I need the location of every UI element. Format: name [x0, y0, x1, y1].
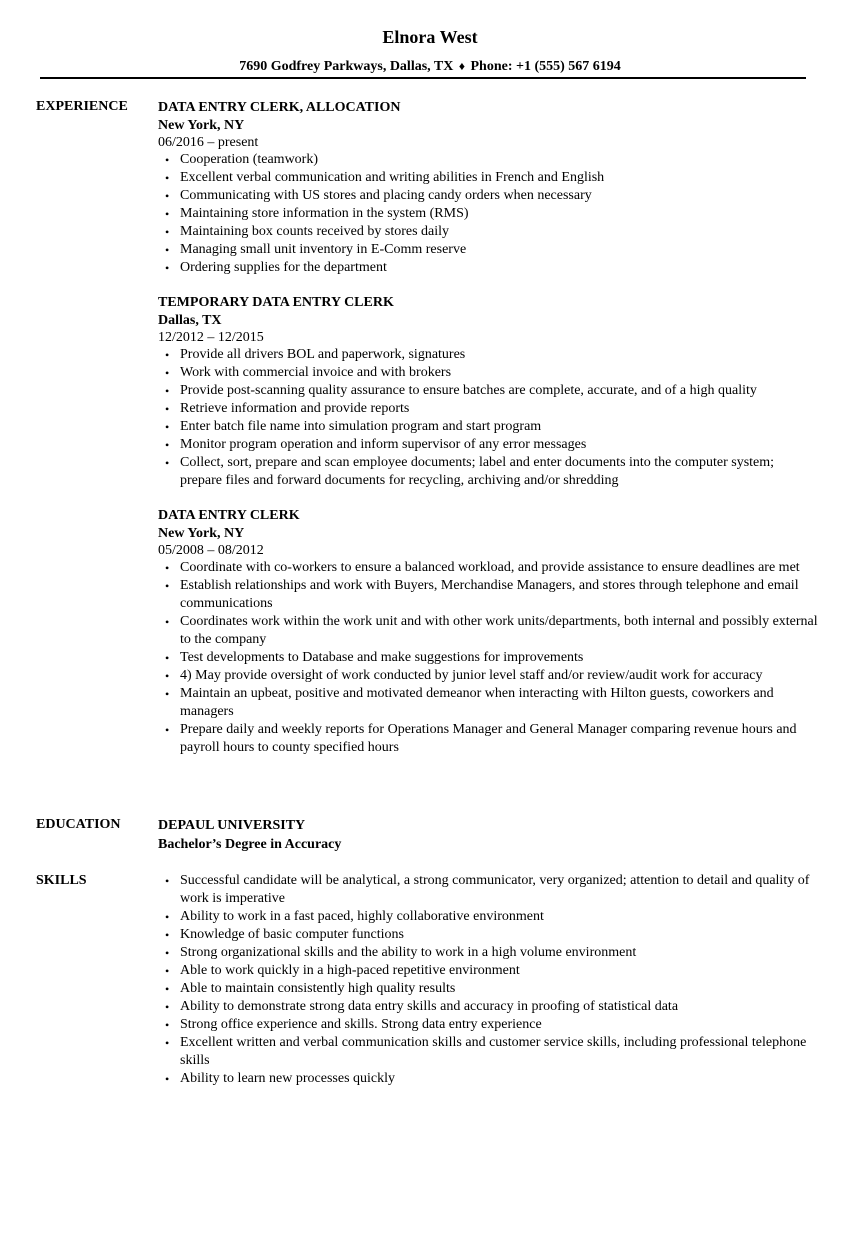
bullet-icon: •: [165, 946, 170, 960]
job-title: DATA ENTRY CLERK: [158, 508, 300, 523]
section-label-skills: SKILLS: [36, 873, 87, 888]
job-entry: [158, 506, 818, 757]
bullet-item: [158, 364, 818, 382]
bullet-icon: •: [165, 402, 170, 416]
job-entry: [158, 293, 818, 490]
bullet-text: Coordinate with co-workers to ensure a balanced workload, and provide assistance to ensure deadlines are met: [180, 560, 800, 575]
job-location: New York, NY: [158, 118, 245, 133]
bullet-item: [158, 241, 818, 259]
bullet-item: [158, 418, 818, 436]
bullet-icon: •: [165, 910, 170, 924]
resume-header: [0, 26, 860, 76]
bullet-item: [158, 944, 818, 962]
bullet-text: Provide all drivers BOL and paperwork, signatures: [180, 347, 466, 362]
bullet-text: Excellent verbal communication and writing abilities in French and English: [180, 170, 605, 185]
bullet-text: Establish relationships and work with Buyers, Merchandise Managers, and stores through telephone and email communications: [180, 578, 799, 611]
bullet-text: Managing small unit inventory in E-Comm reserve: [180, 242, 467, 257]
bullet-item: [158, 187, 818, 205]
bullet-item: [158, 872, 818, 908]
bullet-item: [158, 980, 818, 998]
bullet-item: [158, 962, 818, 980]
bullet-item: [158, 382, 818, 400]
bullet-item: [158, 613, 818, 649]
bullet-icon: •: [165, 579, 170, 593]
address: 7690 Godfrey Parkways, Dallas, TX: [239, 59, 454, 74]
bullet-text: Strong organizational skills and the ability to work in a high volume environment: [180, 945, 637, 960]
bullet-item: [158, 346, 818, 364]
bullet-item: [158, 908, 818, 926]
bullet-text: Able to work quickly in a high-paced repetitive environment: [180, 963, 520, 978]
bullet-icon: •: [165, 171, 170, 185]
bullet-item: [158, 205, 818, 223]
bullet-icon: •: [165, 1036, 170, 1050]
bullet-text: Ability to learn new processes quickly: [180, 1071, 396, 1086]
bullet-icon: •: [165, 982, 170, 996]
bullet-icon: •: [165, 384, 170, 398]
skills-list: [158, 872, 818, 1088]
job-bullets: [158, 559, 818, 757]
bullet-item: [158, 259, 818, 277]
bullet-item: [158, 223, 818, 241]
bullet-text: Test developments to Database and make suggestions for improvements: [180, 650, 584, 665]
job-location: New York, NY: [158, 526, 245, 541]
bullet-icon: •: [165, 928, 170, 942]
bullet-text: Ordering supplies for the department: [180, 260, 387, 275]
bullet-icon: •: [165, 261, 170, 275]
bullet-text: Successful candidate will be analytical, a strong communicator, very organized; attention to detail and quality of work is imperative: [180, 873, 810, 906]
bullet-item: [158, 1034, 818, 1070]
bullet-icon: •: [165, 723, 170, 737]
bullet-icon: •: [165, 225, 170, 239]
bullet-text: Prepare daily and weekly reports for Operations Manager and General Manager comparing revenue hours and payroll hours to county specified hours: [180, 722, 797, 755]
bullet-item: [158, 1016, 818, 1034]
job-entry: [158, 98, 818, 277]
bullet-text: Collect, sort, prepare and scan employee documents; label and enter documents into the computer system; prepare files and forward documents for recycling, archiving and/or shredding: [180, 455, 775, 488]
bullet-icon: •: [165, 456, 170, 470]
bullet-icon: •: [165, 243, 170, 257]
job-dates: 12/2012 – 12/2015: [158, 330, 264, 345]
bullet-icon: •: [165, 669, 170, 683]
bullet-icon: •: [165, 964, 170, 978]
section-label-education: EDUCATION: [36, 817, 121, 832]
bullet-text: Monitor program operation and inform supervisor of any error messages: [180, 437, 587, 452]
job-title: TEMPORARY DATA ENTRY CLERK: [158, 295, 394, 310]
bullet-text: Coordinates work within the work unit and with other work units/departments, both internal and possibly external to the company: [180, 614, 818, 647]
bullet-text: Maintain an upbeat, positive and motivated demeanor when interacting with Hilton guests, coworkers and managers: [180, 686, 774, 719]
bullet-icon: •: [165, 366, 170, 380]
bullet-icon: •: [165, 651, 170, 665]
bullet-text: Provide post-scanning quality assurance to ensure batches are complete, accurate, and of a high quality: [180, 383, 757, 398]
bullet-icon: •: [165, 1000, 170, 1014]
contact-line: [0, 57, 860, 76]
job-bullets: [158, 151, 818, 277]
bullet-text: Cooperation (teamwork): [180, 152, 319, 167]
bullet-item: [158, 169, 818, 187]
degree: Bachelor’s Degree in Accuracy: [158, 837, 342, 852]
bullet-text: Work with commercial invoice and with brokers: [180, 365, 452, 380]
bullet-icon: •: [165, 420, 170, 434]
bullet-text: Ability to work in a fast paced, highly collaborative environment: [180, 909, 544, 924]
phone: Phone: +1 (555) 567 6194: [470, 59, 621, 74]
bullet-item: [158, 577, 818, 613]
bullet-text: Strong office experience and skills. Strong data entry experience: [180, 1017, 542, 1032]
bullet-icon: •: [165, 1018, 170, 1032]
job-dates: 05/2008 – 08/2012: [158, 543, 264, 558]
candidate-name: Elnora West: [382, 27, 478, 47]
bullet-text: Maintaining store information in the system (RMS): [180, 206, 469, 221]
education-body: [158, 816, 818, 854]
job-bullets: [158, 346, 818, 490]
bullet-icon: •: [165, 874, 170, 888]
bullet-icon: •: [165, 561, 170, 575]
bullet-item: [158, 400, 818, 418]
bullet-text: Ability to demonstrate strong data entry skills and accuracy in proofing of statistical data: [180, 999, 679, 1014]
bullet-item: [158, 926, 818, 944]
bullet-text: Able to maintain consistently high quality results: [180, 981, 456, 996]
bullet-icon: •: [165, 1072, 170, 1086]
bullet-item: [158, 454, 818, 490]
bullet-item: [158, 559, 818, 577]
header-divider: [40, 77, 806, 79]
bullet-item: [158, 998, 818, 1016]
bullet-text: Excellent written and verbal communication skills and customer service skills, including professional telephone skills: [180, 1035, 807, 1068]
skills-body: [158, 872, 818, 1088]
bullet-item: [158, 436, 818, 454]
bullet-icon: •: [165, 153, 170, 167]
bullet-icon: •: [165, 189, 170, 203]
bullet-item: [158, 151, 818, 169]
bullet-item: [158, 667, 818, 685]
bullet-text: Enter batch file name into simulation program and start program: [180, 419, 542, 434]
bullet-text: Knowledge of basic computer functions: [180, 927, 404, 942]
experience-list: [158, 98, 818, 773]
bullet-item: [158, 721, 818, 757]
bullet-icon: •: [165, 687, 170, 701]
diamond-separator-icon: ♦: [458, 59, 465, 73]
bullet-item: [158, 685, 818, 721]
bullet-text: Retrieve information and provide reports: [180, 401, 410, 416]
bullet-text: Maintaining box counts received by stores daily: [180, 224, 450, 239]
bullet-item: [158, 649, 818, 667]
section-label-experience: EXPERIENCE: [36, 99, 128, 114]
bullet-icon: •: [165, 438, 170, 452]
bullet-item: [158, 1070, 818, 1088]
bullet-icon: •: [165, 615, 170, 629]
bullet-icon: •: [165, 207, 170, 221]
job-title: DATA ENTRY CLERK, ALLOCATION: [158, 100, 401, 115]
job-location: Dallas, TX: [158, 313, 222, 328]
bullet-icon: •: [165, 348, 170, 362]
job-dates: 06/2016 – present: [158, 135, 259, 150]
school-name: DEPAUL UNIVERSITY: [158, 818, 306, 833]
bullet-text: 4) May provide oversight of work conducted by junior level staff and/or review/audit work for accuracy: [180, 668, 763, 683]
bullet-text: Communicating with US stores and placing candy orders when necessary: [180, 188, 592, 203]
